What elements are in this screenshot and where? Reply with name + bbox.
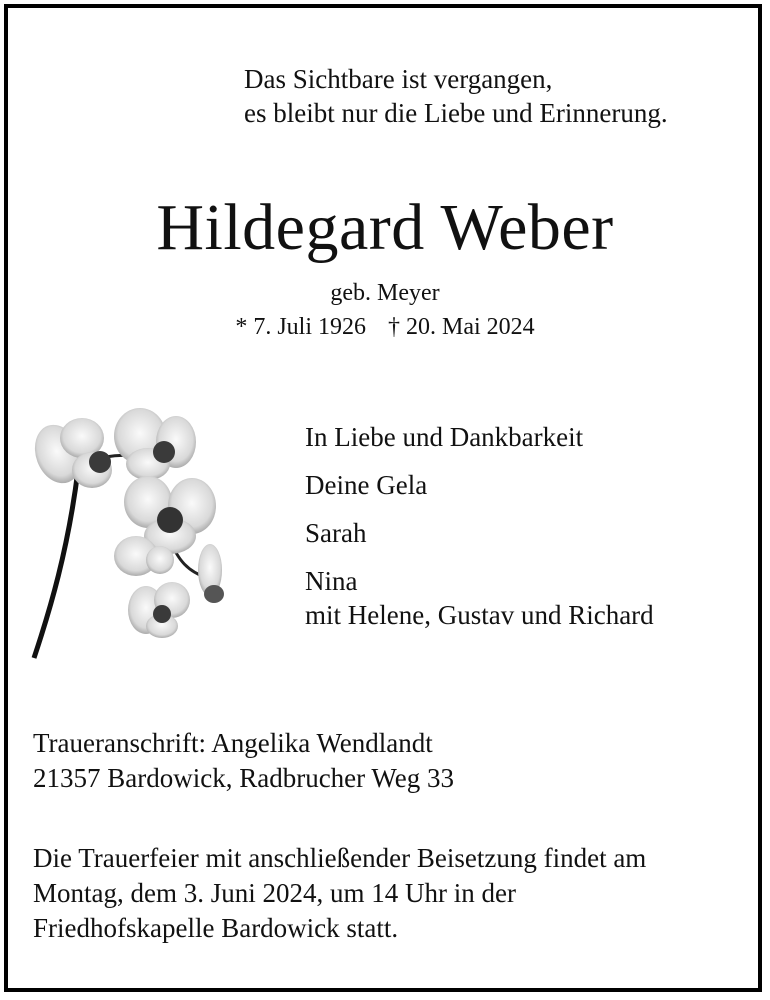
maiden-name: geb. Meyer: [330, 280, 440, 306]
mourner-family-note: mit Helene, Gustav und Richard: [305, 600, 654, 630]
service-line-3: Friedhofskapelle Bardowick statt.: [33, 913, 399, 943]
deceased-name: Hildegard Weber: [156, 191, 614, 264]
address-line-1: Traueranschrift: Angelika Wendlandt: [33, 728, 433, 758]
memorial-quote: [244, 62, 668, 130]
funeral-service-info: [33, 841, 646, 946]
mourners-block: [305, 420, 654, 632]
quote-line-2: es bleibt nur die Liebe und Erinnerung.: [244, 98, 668, 128]
mourner-name: Deine Gela: [305, 470, 428, 500]
service-line-1: Die Trauerfeier mit anschließender Beisetzung findet am: [33, 843, 647, 873]
mourning-address: [33, 726, 454, 796]
orchid-icon: [30, 400, 230, 662]
mourner-name: Nina: [305, 566, 358, 596]
quote-line-1: Das Sichtbare ist vergangen,: [244, 64, 553, 94]
birth-date: * 7. Juli 1926: [235, 314, 366, 340]
death-date: † 20. Mai 2024: [388, 314, 535, 340]
life-dates: [0, 312, 770, 342]
address-line-2: 21357 Bardowick, Radbrucher Weg 33: [33, 763, 454, 793]
mourner-name: Sarah: [305, 518, 367, 548]
service-line-2: Montag, dem 3. Juni 2024, um 14 Uhr in der: [33, 878, 516, 908]
mourners-intro: In Liebe und Dankbarkeit: [305, 422, 584, 452]
